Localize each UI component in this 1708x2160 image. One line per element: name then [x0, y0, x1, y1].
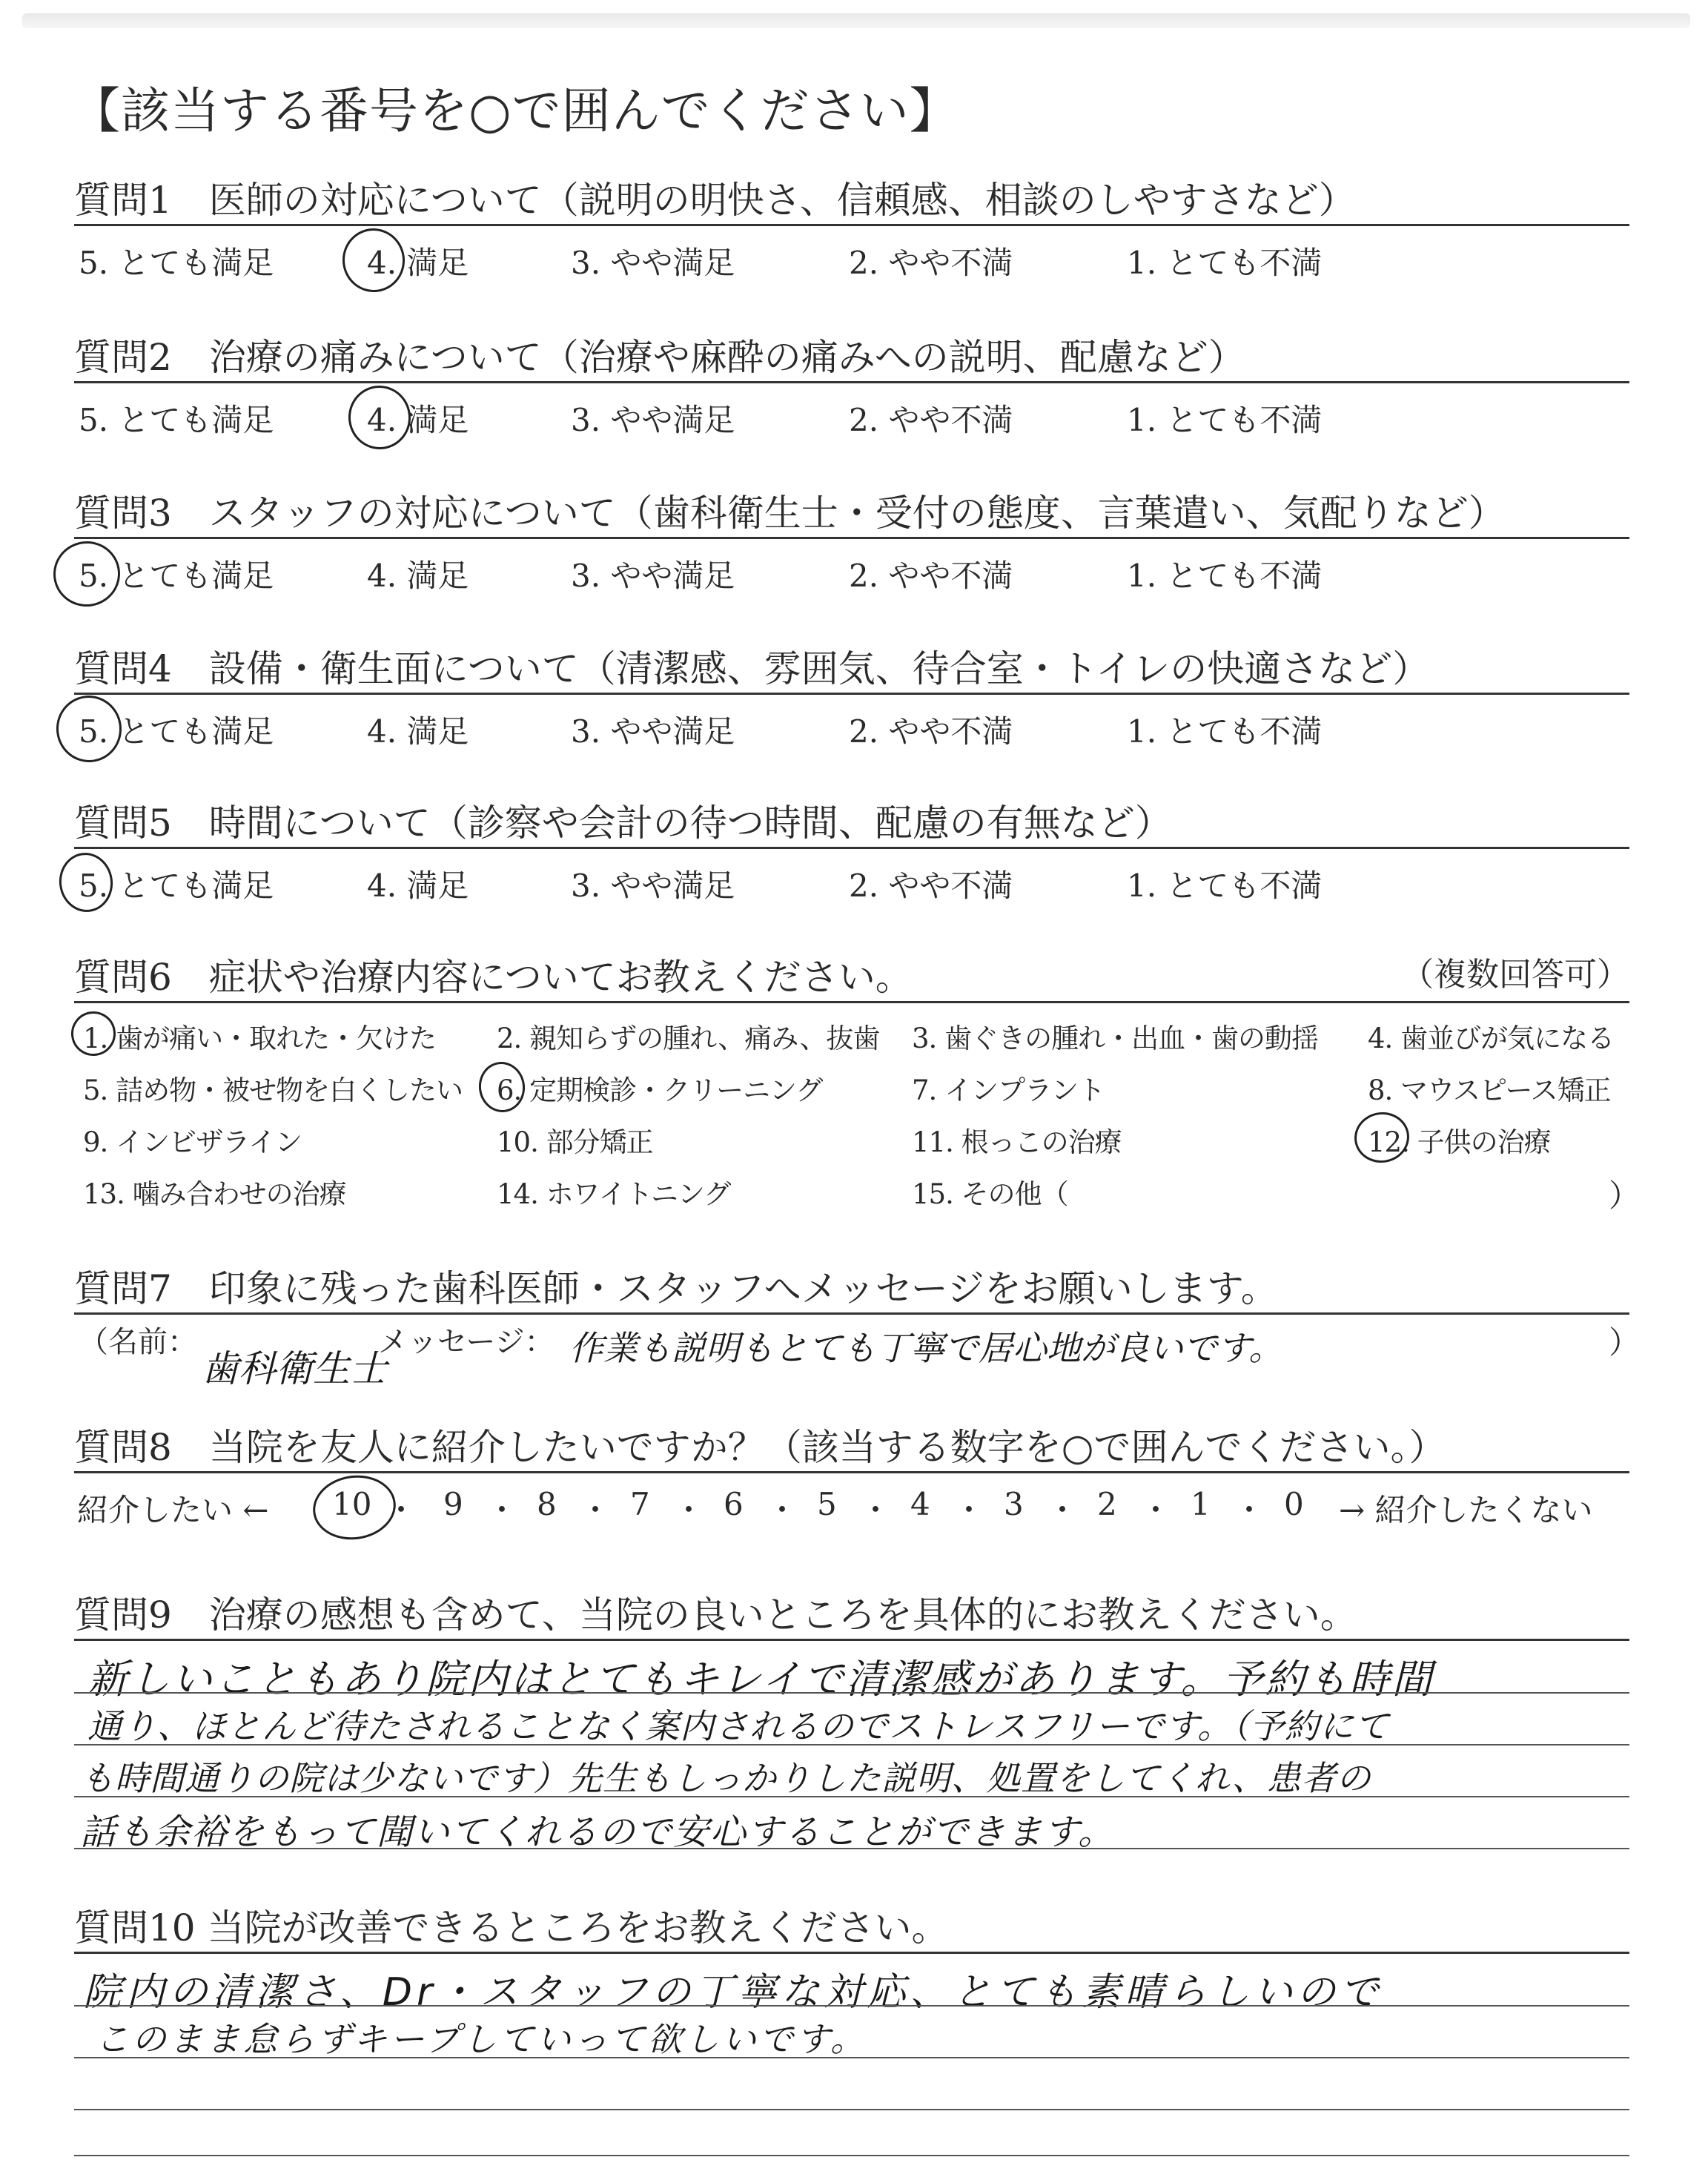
selection-circle: [338, 225, 408, 297]
question-title: 質問9 治療の感想も含めて、当院の良いところを具体的にお教えください。: [74, 1593, 1357, 1636]
scale-dot: ・: [767, 1492, 798, 1528]
title-rule: [74, 847, 1629, 849]
option-4[interactable]: 4. 歯並びが気になる: [1368, 1023, 1615, 1054]
option-2[interactable]: 2. やや不満: [849, 245, 1013, 281]
scale-dot: ・: [860, 1492, 892, 1528]
option-10[interactable]: 10. 部分矯正: [497, 1126, 653, 1158]
option-2[interactable]: 2. やや不満: [849, 558, 1013, 594]
question-title: 質問2 治療の痛みについて（治療や麻酔の痛みへの説明、配慮など）: [74, 336, 1245, 379]
page-header: 【該当する番号を○で囲んでください】: [71, 82, 959, 139]
title-rule: [74, 224, 1629, 226]
title-rule: [74, 693, 1629, 695]
option-5[interactable]: 5. とても満足: [79, 868, 274, 904]
option-15[interactable]: 15. その他（: [912, 1178, 1068, 1210]
option-1[interactable]: 1. とても不満: [1127, 402, 1323, 438]
answer-line-3[interactable]: も時間通りの院は少ないです）先生もしっかりした説明、処置をしてくれ、患者の: [80, 1758, 1371, 1798]
title-rule: [74, 1639, 1629, 1641]
scale-3[interactable]: 3: [1004, 1486, 1024, 1522]
option-3[interactable]: 3. やや満足: [571, 245, 735, 281]
title-rule: [74, 381, 1629, 383]
name-value[interactable]: 歯科衛生士: [202, 1347, 387, 1390]
question-title: 質問3 スタッフの対応について（歯科衛生士・受付の態度、言葉遣い、気配りなど）: [74, 492, 1506, 535]
scale-5[interactable]: 5: [817, 1486, 837, 1522]
option-1[interactable]: 1. とても不満: [1127, 868, 1323, 904]
option-2[interactable]: 2. やや不満: [849, 402, 1013, 438]
scale-10[interactable]: 10: [332, 1486, 372, 1522]
scale-dot: ・: [1140, 1492, 1172, 1528]
option-4[interactable]: 4. 満足: [367, 713, 469, 750]
scale-4[interactable]: 4: [910, 1486, 930, 1522]
option-4[interactable]: 4. 満足: [367, 402, 469, 438]
question-title: 質問7 印象に残った歯科医師・スタッフへメッセージをお願いします。: [74, 1267, 1278, 1310]
question-title: 質問8 当院を友人に紹介したいですか？（該当する数字を○で囲んでください。）: [74, 1426, 1446, 1469]
option-2[interactable]: 2. やや不満: [849, 868, 1013, 904]
title-rule: [74, 1952, 1629, 1954]
scale-9[interactable]: 9: [443, 1486, 463, 1522]
multiple-answers-note: （複数回答可）: [1401, 956, 1629, 994]
answer-rule: [74, 1692, 1629, 1694]
answer-rule: [74, 2005, 1629, 2007]
option-4[interactable]: 4. 満足: [367, 558, 469, 594]
option-1[interactable]: 1. とても不満: [1127, 558, 1323, 594]
title-rule: [74, 1471, 1629, 1473]
scale-dot: ・: [1047, 1492, 1079, 1528]
message-label: メッセージ：: [378, 1325, 555, 1359]
scale-dot: ・: [953, 1492, 985, 1528]
option-7[interactable]: 7. インプラント: [912, 1074, 1105, 1106]
question-title: 質問6 症状や治療内容についてお教えください。: [74, 956, 913, 999]
other-close-paren: ）: [1609, 1178, 1641, 1214]
option-2[interactable]: 2. 親知らずの腫れ、痛み、抜歯: [497, 1023, 880, 1054]
option-3[interactable]: 3. 歯ぐきの腫れ・出血・歯の動揺: [912, 1023, 1319, 1054]
question-title: 質問4 設備・衛生面について（清潔感、雰囲気、待合室・トイレの快適さなど）: [74, 647, 1430, 690]
scale-right-label: → 紹介したくない: [1339, 1492, 1593, 1528]
option-3[interactable]: 3. やや満足: [571, 868, 735, 904]
option-5[interactable]: 5. とても満足: [79, 402, 274, 438]
answer-rule: [74, 1796, 1629, 1797]
answer-rule: [74, 1744, 1629, 1745]
option-9[interactable]: 9. インビザライン: [83, 1126, 302, 1158]
title-rule: [74, 1312, 1629, 1315]
option-5[interactable]: 5. 詰め物・被せ物を白くしたい: [83, 1074, 463, 1106]
option-5[interactable]: 5. とても満足: [79, 245, 274, 281]
scale-7[interactable]: 7: [630, 1486, 650, 1522]
message-value[interactable]: 作業も説明もとても丁寧で居心地が良いです。: [569, 1328, 1283, 1368]
option-4[interactable]: 4. 満足: [367, 868, 469, 904]
answer-rule: [74, 2155, 1629, 2156]
selection-circle: [52, 691, 126, 766]
answer-line-4[interactable]: 話も余裕をもって聞いてくれるので安心することができます。: [80, 1811, 1116, 1853]
option-12[interactable]: 12. 子供の治療: [1368, 1126, 1551, 1158]
option-14[interactable]: 14. ホワイトニング: [497, 1178, 731, 1210]
question-title: 質問5 時間について（診察や会計の待つ時間、配慮の有無など）: [74, 802, 1172, 845]
scale-dot: ・: [1234, 1492, 1265, 1528]
answer-rule: [74, 2109, 1629, 2110]
question-title: 質問10 当院が改善できるところをお教えください。: [74, 1906, 949, 1949]
scale-dot: ・: [486, 1492, 518, 1528]
question-title: 質問1 医師の対応について（説明の明快さ、信頼感、相談のしやすさなど）: [74, 179, 1356, 222]
option-5[interactable]: 5. とても満足: [79, 713, 274, 750]
option-1[interactable]: 1. とても不満: [1127, 713, 1323, 750]
scale-1[interactable]: 1: [1191, 1486, 1211, 1522]
scan-top-edge: [22, 13, 1690, 28]
option-1[interactable]: 1. 歯が痛い・取れた・欠けた: [83, 1023, 437, 1054]
answer-line-1[interactable]: 院内の清潔さ、Dr・スタッフの丁寧な対応、とても素晴らしいので: [83, 1970, 1383, 2015]
title-rule: [74, 537, 1629, 539]
answer-line-1[interactable]: 新しいこともあり院内はとてもキレイで清潔感があります。予約も時間: [87, 1656, 1434, 1702]
scale-left-label: 紹介したい ←: [77, 1492, 269, 1528]
answer-line-2[interactable]: 通り、ほとんど待たされることなく案内されるのでストレスフリーです。（予約にて: [87, 1706, 1390, 1746]
scale-dot: ・: [580, 1492, 612, 1528]
title-rule: [74, 1001, 1629, 1003]
scale-6[interactable]: 6: [724, 1486, 744, 1522]
scale-dot: ・: [673, 1492, 705, 1528]
scale-dot: ・: [385, 1492, 417, 1528]
option-3[interactable]: 3. やや満足: [571, 558, 735, 594]
selection-circle: [344, 382, 414, 454]
name-label: （名前：: [79, 1325, 197, 1359]
answer-rule: [74, 1848, 1629, 1849]
option-3[interactable]: 3. やや満足: [571, 713, 735, 750]
scale-0[interactable]: 0: [1284, 1486, 1304, 1522]
option-3[interactable]: 3. やや満足: [571, 402, 735, 438]
option-4[interactable]: 4. 満足: [367, 245, 469, 281]
option-6[interactable]: 6. 定期検診・クリーニング: [497, 1074, 823, 1106]
selection-circle: [49, 537, 124, 611]
option-2[interactable]: 2. やや不満: [849, 713, 1013, 750]
option-13[interactable]: 13. 噛み合わせの治療: [83, 1178, 346, 1210]
selection-circle: [309, 1470, 400, 1545]
answer-rule: [74, 2057, 1629, 2058]
message-close-paren: ）: [1609, 1324, 1641, 1361]
option-8[interactable]: 8. マウスピース矯正: [1368, 1074, 1611, 1106]
option-11[interactable]: 11. 根っこの治療: [912, 1126, 1122, 1158]
option-5[interactable]: 5. とても満足: [79, 558, 274, 594]
option-1[interactable]: 1. とても不満: [1127, 245, 1323, 281]
scale-2[interactable]: 2: [1097, 1486, 1117, 1522]
scale-8[interactable]: 8: [537, 1486, 557, 1522]
answer-line-2[interactable]: このまま怠らずキープしていって欲しいです。: [95, 2019, 868, 2059]
